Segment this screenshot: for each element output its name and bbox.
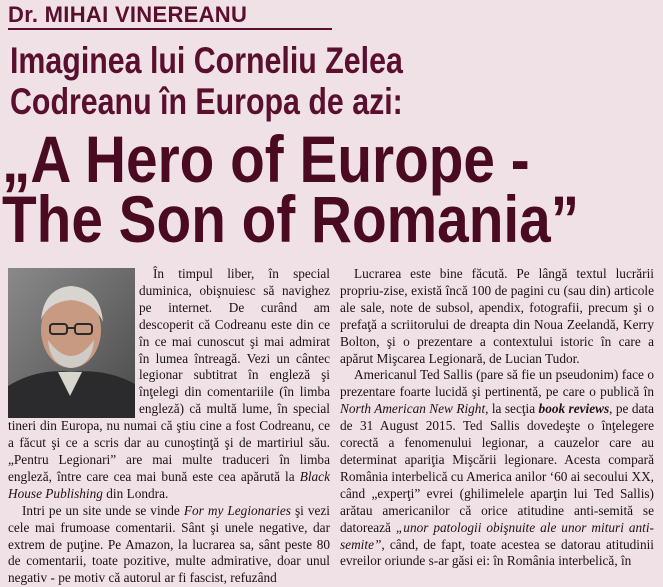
headline-line-1: „A Hero of Europe - — [2, 122, 530, 196]
subtitle-line-1: Imaginea lui Corneliu Zelea — [10, 40, 403, 81]
byline-underline — [8, 28, 332, 30]
left-paragraph-2: Intri pe un site unde se vinde For my Legionaries şi vezi cele mai frumoase comentarii. Sânt şi unele negative, dar extrem de puţine. Pe Amazon, la lucrarea sa, sânt peste 80 de comentarii, toate pozitive, multe admirative, doar unul negativ - pe motiv că autorul ar fi fascist, refuzând — [8, 502, 330, 586]
article-headline — [2, 122, 580, 256]
left-paragraph-1: În timpul liber, în special duminica, obişnuiesc să navighez pe internet. De curând am descoperit că Codreanu este din ce în ce mai cunoscut şi mai admirat în lumea întreagă. Vezi un cântec legionar subtitrat în engleză şi înţelegi din comentariile (în limba engleză) că multă lume, în special tineri din Europa, nu numai că ştiu cine a fost Codreanu, ce a făcut şi ce a scris dar au cunoştinţă şi de martiriul său. „Pentru Legionari” are mai multe traduceri în limba engleză, între care cea mai bună este cea apărută la Black House Publishing din Londra. — [8, 266, 330, 501]
headline-line-2: The Son of Romania” — [2, 182, 580, 256]
subtitle-line-2: Codreanu în Europa de azi: — [10, 81, 403, 122]
right-paragraph-1: Lucrarea este bine făcută. Pe lângă textul lucrării propriu-zise, există încă 100 de pagini cu (sau din) articole ale sale, note de subsol, apendix, fotografii, precum şi o prefaţă a scriitorului de dreapta din Noua Zeelandă, Kerry Bolton, şi o prezentare a contextului istoric în care a apărut Mişcarea Legionară, de Lucian Tudor. — [340, 266, 654, 366]
left-text-column — [8, 266, 330, 587]
article-subtitle — [10, 40, 469, 122]
author-byline: Dr. MIHAI VINEREANU — [8, 2, 248, 27]
right-paragraph-2: Americanul Ted Sallis (pare să fie un pseudonim) face o prezentare foarte lucidă şi pertinentă, pe care o publică în North American New Right, la secţia book reviews, pe data de 31 August 2015. Ted Sallis dovedeşte o înţelegere corectă a fenomenului legionar, a cauzelor care au determinat apariţia Mişcării legionare. Acesta compară România interbelică cu America anilor ‘60 ai secoului XX, când „experţi” evrei (ghilimelele aparţin lui Ted Sallis) arătau americanilor că orice atitudine anti-semită se datorează „unor patologii obişnuite ale unor mituri anti-semite”, când, de fapt, toate acestea se datorau atitudinii evreilor oriunde s-ar găsi ei: în România interbelică, în — [340, 367, 654, 569]
right-text-column — [340, 266, 654, 570]
